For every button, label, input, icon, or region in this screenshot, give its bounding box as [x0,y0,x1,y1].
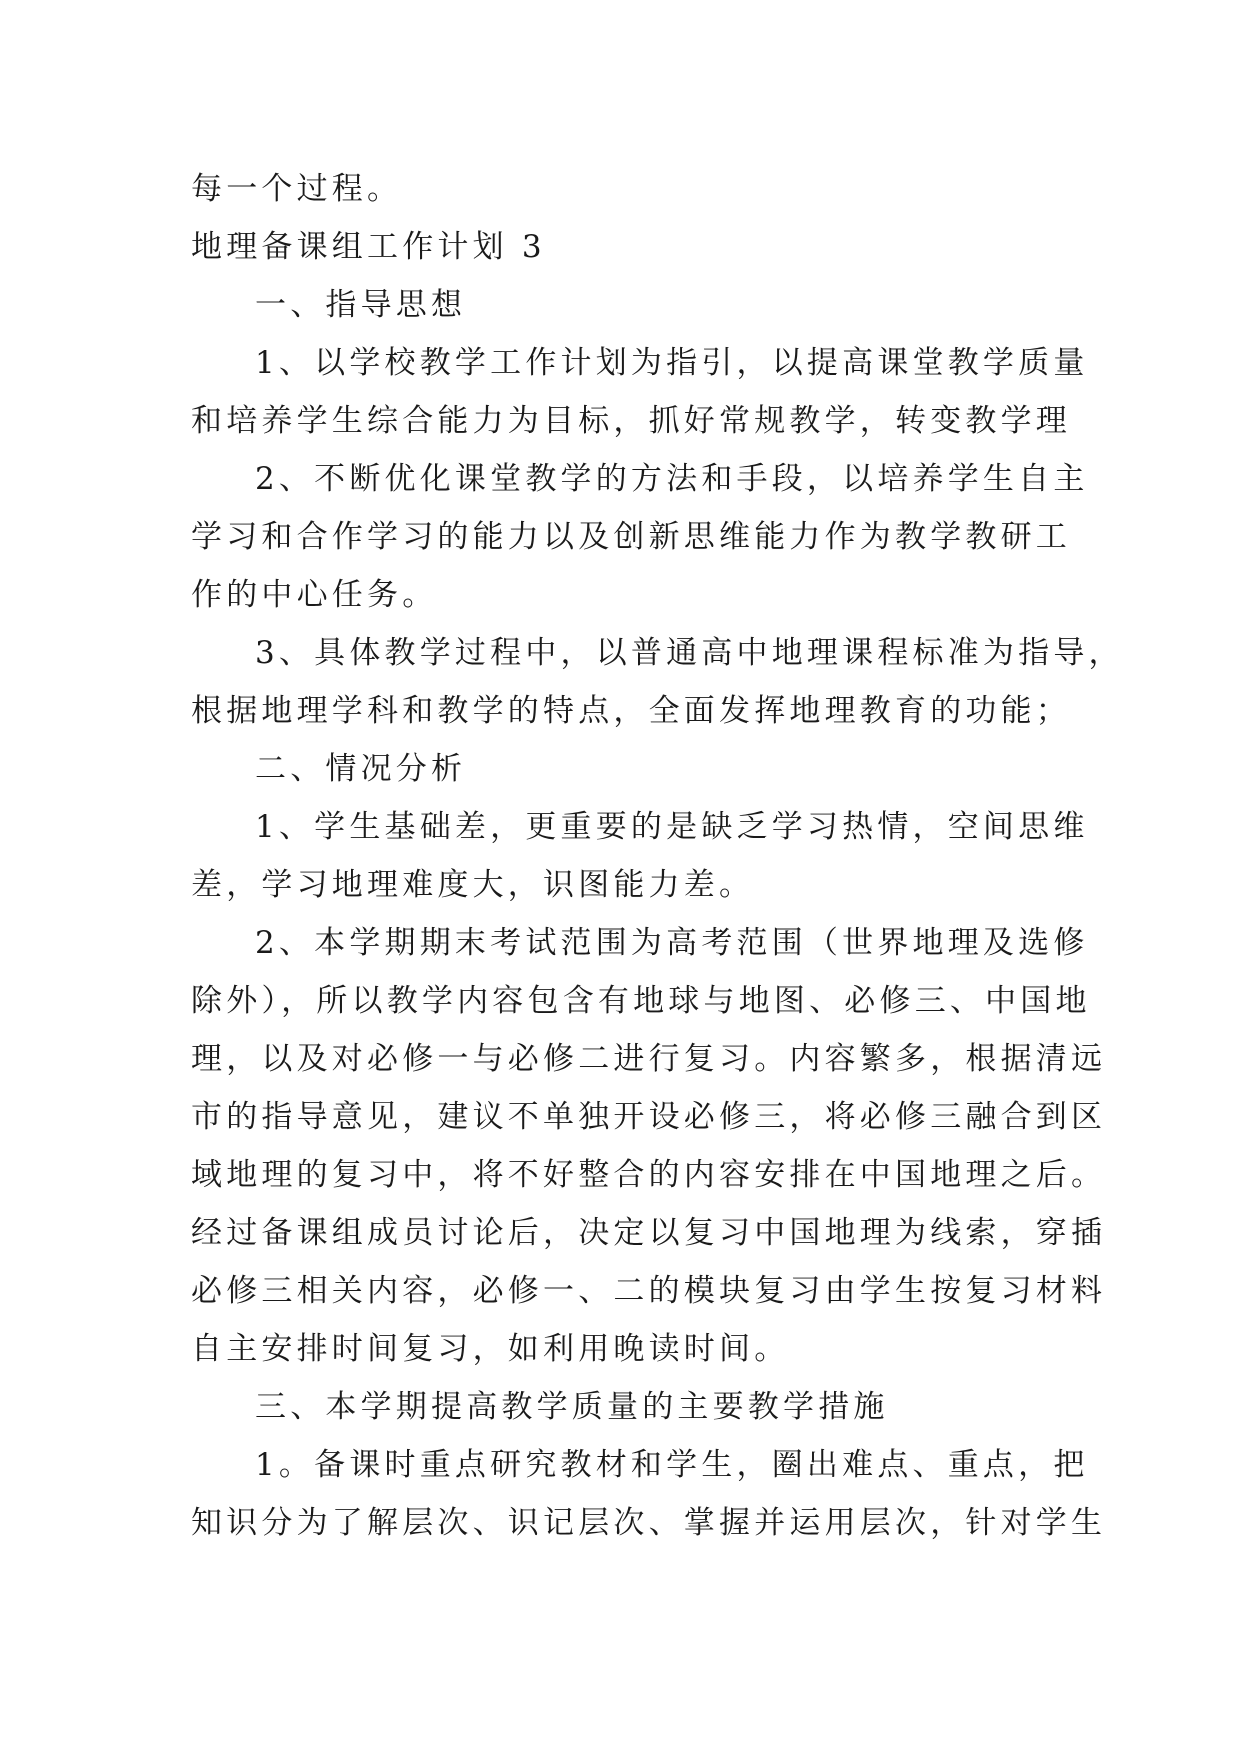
subsection-heading: 三、本学期提高教学质量的主要教学措施 [255,1389,889,1425]
subsection-heading: 二、情况分析 [255,751,467,787]
text-line: 市的指导意见，建议不单独开设必修三，将必修三融合到区 [191,1099,1107,1135]
text-line: 每一个过程。 [191,171,403,207]
text-line: 经过备课组成员讨论后，决定以复习中国地理为线索，穿插 [191,1215,1107,1251]
text-line: 除外），所以教学内容包含有地球与地图、必修三、中国地 [191,983,1091,1019]
text-line: 1。备课时重点研究教材和学生，圈出难点、重点，把 [255,1447,1089,1483]
section-heading: 地理备课组工作计划 3 [191,229,546,265]
text-line: 学习和合作学习的能力以及创新思维能力作为教学教研工 [191,519,1071,555]
text-line: 必修三相关内容，必修一、二的模块复习由学生按复习材料 [191,1273,1107,1309]
text-line: 差，学习地理难度大，识图能力差。 [191,867,755,903]
text-line: 作的中心任务。 [191,577,438,613]
text-line: 根据地理学科和教学的特点，全面发挥地理教育的功能； [191,693,1071,729]
text-line: 1、以学校教学工作计划为指引，以提高课堂教学质量 [255,345,1089,381]
text-line: 知识分为了解层次、识记层次、掌握并运用层次，针对学生 [191,1505,1107,1541]
text-line: 1、学生基础差，更重要的是缺乏学习热情，空间思维 [255,809,1089,845]
text-line: 理，以及对必修一与必修二进行复习。内容繁多，根据清远 [191,1041,1107,1077]
text-line: 自主安排时间复习，如利用晚读时间。 [191,1331,790,1367]
text-line: 2、不断优化课堂教学的方法和手段，以培养学生自主 [255,461,1089,497]
text-line: 2、本学期期末考试范围为高考范围（世界地理及选修 [255,925,1089,961]
text-line: 和培养学生综合能力为目标，抓好常规教学，转变教学理 [191,403,1071,439]
subsection-heading: 一、指导思想 [255,287,467,323]
text-line: 3、具体教学过程中，以普通高中地理课程标准为指导， [255,635,1124,671]
text-line: 域地理的复习中，将不好整合的内容安排在中国地理之后。 [191,1157,1107,1193]
document-body [191,160,1124,1552]
